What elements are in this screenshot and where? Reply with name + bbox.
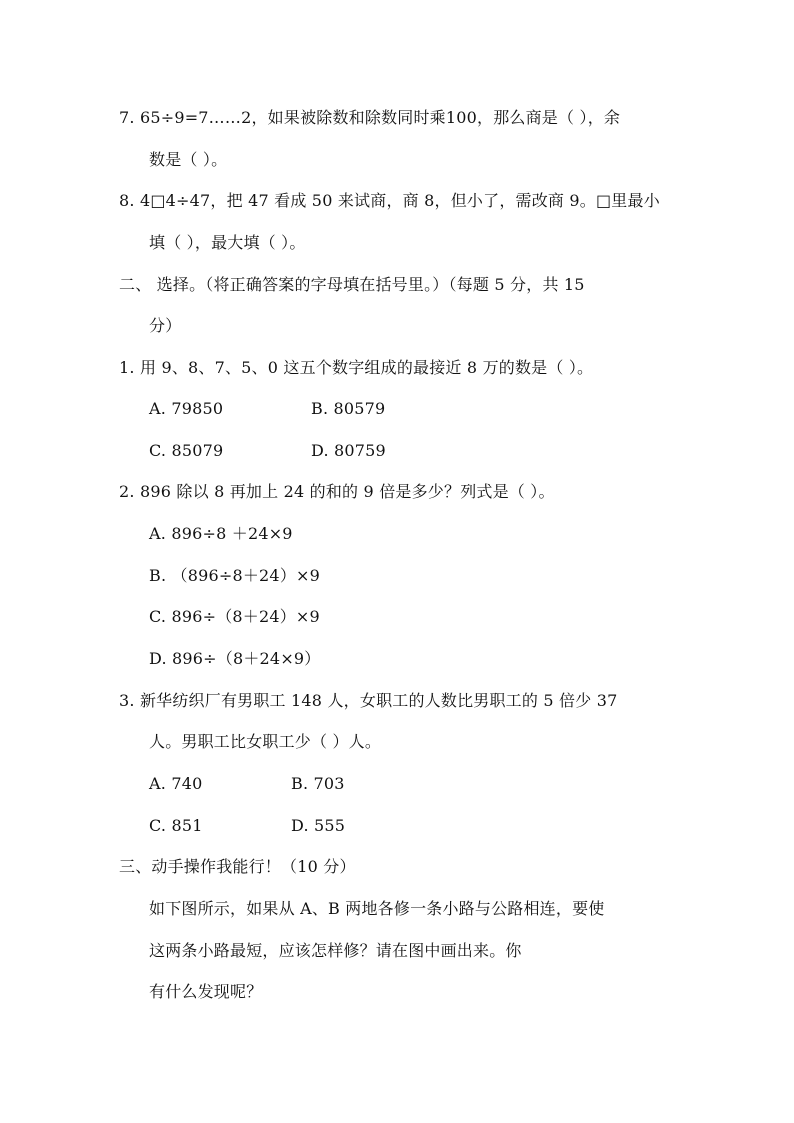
choice-question-3-line-1: 3. 新华纺织厂有男职工 148 人，女职工的人数比男职工的 5 倍少 37 [119,691,618,710]
choice-3-option-b: B. 703 [291,774,345,793]
choice-3-option-c: C. 851 [149,816,203,835]
choice-2-option-b: B. （896÷8＋24）×9 [149,566,321,585]
choice-question-1: 1. 用 9、8、7、5、0 这五个数字组成的最接近 8 万的数是（ ）。 [119,358,594,377]
section-2-heading: 二、 选择。（将正确答案的字母填在括号里。）（每题 5 分，共 15 [119,275,585,294]
choice-2-option-d: D. 896÷（8＋24×9） [149,649,321,668]
choice-1-option-d: D. 80759 [311,441,386,460]
question-8-line-1: 8. 4□4÷47，把 47 看成 50 来试商，商 8，但小了，需改商 9。□里最小 [119,191,660,210]
question-7-line-1: 7. 65÷9=7……2，如果被除数和除数同时乘100，那么商是（ ），余 [119,108,621,127]
question-8-line-2: 填（ ），最大填（ ）。 [149,233,306,252]
section-3-instruction-line-3: 有什么发现呢？ [149,982,263,1001]
section-3-instruction-line-2: 这两条小路最短，应该怎样修？请在图中画出来。你 [149,941,522,960]
choice-1-option-a: A. 79850 [149,399,224,418]
choice-1-option-b: B. 80579 [311,399,386,418]
section-3-heading: 三、动手操作我能行！（10 分） [119,857,356,876]
choice-1-option-c: C. 85079 [149,441,224,460]
question-7-line-2: 数是（ ）。 [149,150,228,169]
section-2-heading-continued: 分） [149,316,182,335]
section-3-instruction-line-1: 如下图所示，如果从 A、B 两地各修一条小路与公路相连，要使 [149,899,605,918]
choice-3-option-d: D. 555 [291,816,346,835]
choice-question-2: 2. 896 除以 8 再加上 24 的和的 9 倍是多少？列式是（ ）。 [119,482,555,501]
choice-2-option-c: C. 896÷（8＋24）×9 [149,607,320,626]
choice-3-option-a: A. 740 [149,774,203,793]
choice-question-3-line-2: 人。男职工比女职工少（ ）人。 [149,732,382,751]
choice-2-option-a: A. 896÷8 ＋24×9 [149,524,293,543]
